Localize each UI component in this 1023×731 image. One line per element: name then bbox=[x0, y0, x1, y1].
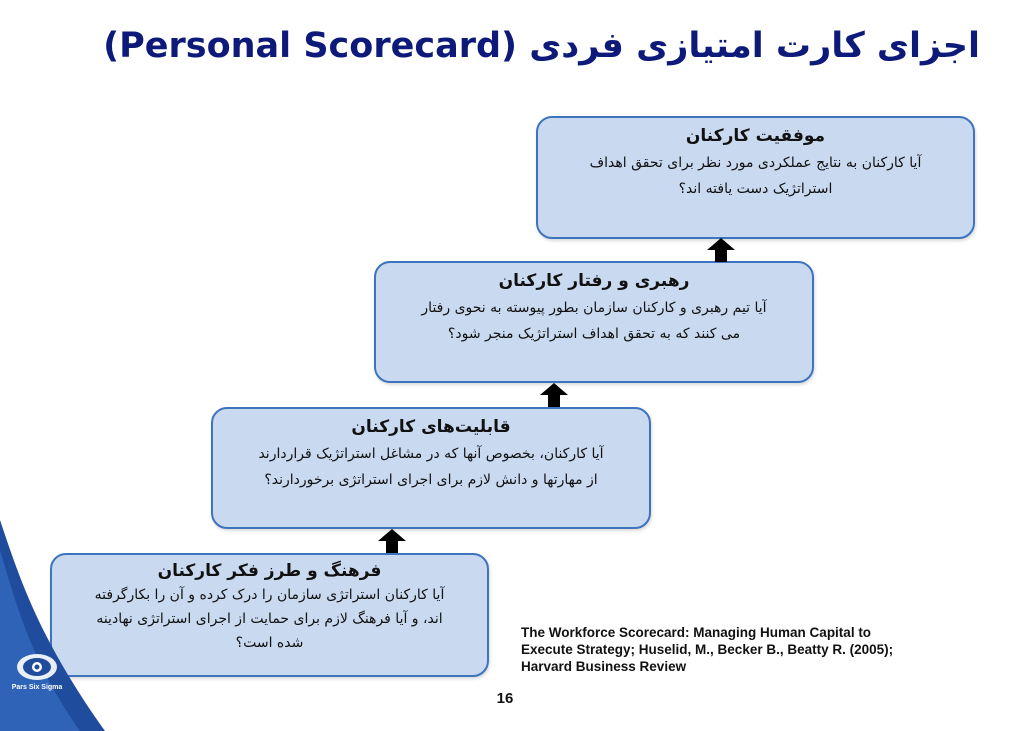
employee-success-heading: موفقیت کارکنان bbox=[685, 126, 826, 146]
employee-competencies-heading: قابلیت‌های کارکنان bbox=[351, 417, 511, 437]
pars-six-sigma-logo-icon bbox=[15, 652, 59, 682]
citation bbox=[521, 624, 991, 675]
employee-competencies-text-line2: از مهارتها و دانش لازم برای اجرای استراتژی برخوردارند؟ bbox=[264, 472, 598, 488]
page-number: 16 bbox=[496, 690, 514, 707]
employee-competencies-text-line1: آیا کارکنان، بخصوص آنها که در مشاغل استراتژیک قراردارند bbox=[258, 446, 604, 462]
citation-line3: Harvard Business Review bbox=[521, 659, 687, 674]
citation-line1: The Workforce Scorecard: Managing Human Capital to bbox=[521, 625, 872, 640]
leadership-behavior-text-line2: می کنند که به تحقق اهداف استراتژیک منجر شود؟ bbox=[447, 326, 741, 342]
employee-culture-box bbox=[50, 553, 489, 677]
decorative-swoosh bbox=[0, 520, 110, 731]
employee-culture-heading: فرهنگ و طرز فکر کارکنان bbox=[157, 561, 382, 581]
employee-culture-text-line1: آیا کارکنان استراتژی سازمان را درک کرده و آن را بکارگرفته bbox=[94, 587, 445, 603]
employee-competencies-box bbox=[211, 407, 651, 529]
up-arrow-icon bbox=[707, 238, 735, 262]
employee-success-text-line2: استراتژیک دست یافته اند؟ bbox=[678, 181, 833, 197]
leadership-behavior-text-line1: آیا تیم رهبری و کارکنان سازمان بطور پیوسته به نحوی رفتار bbox=[421, 300, 767, 316]
up-arrow-icon bbox=[540, 383, 568, 407]
employee-success-text-line1: آیا کارکنان به نتایج عملکردی مورد نظر برای تحقق اهداف bbox=[589, 155, 922, 171]
logo-text: Pars Six Sigma bbox=[11, 684, 63, 691]
employee-success-box bbox=[536, 116, 975, 239]
page-title: اجزای کارت امتیازی فردی (Personal Scorecard) bbox=[103, 26, 980, 66]
up-arrow-icon bbox=[378, 529, 406, 553]
company-logo bbox=[6, 652, 68, 691]
employee-culture-text-line2: اند، و آیا فرهنگ لازم برای حمایت از اجرای استراتژی نهادینه bbox=[96, 611, 443, 627]
leadership-behavior-heading: رهبری و رفتار کارکنان bbox=[498, 271, 690, 291]
leadership-behavior-box bbox=[374, 261, 814, 383]
employee-culture-text-line3: شده است؟ bbox=[235, 635, 304, 651]
citation-line2: Execute Strategy; Huselid, M., Becker B., Beatty R. (2005); bbox=[521, 642, 894, 657]
